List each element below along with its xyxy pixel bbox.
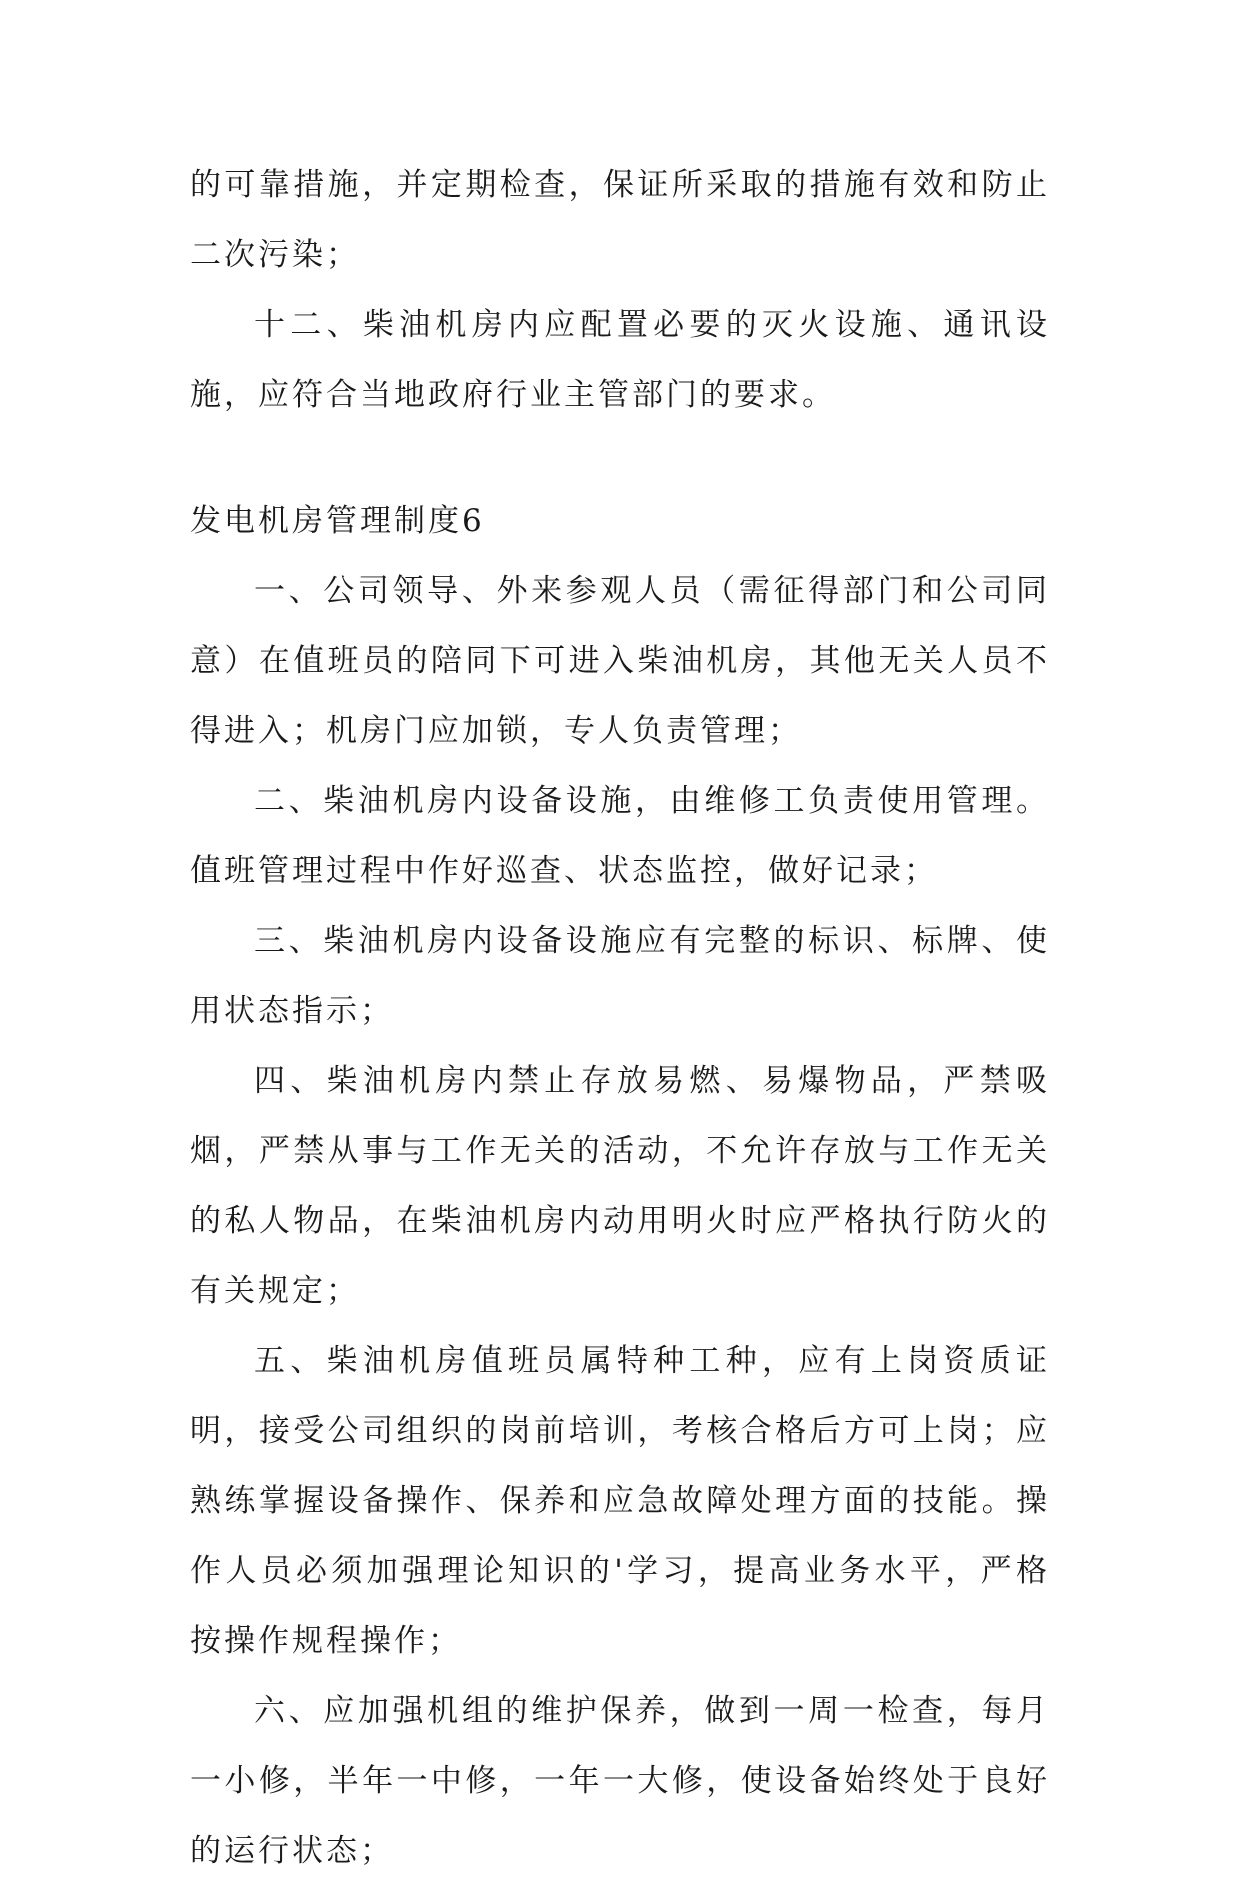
paragraph-item-1: 一、公司领导、外来参观人员（需征得部门和公司同意）在值班员的陪同下可进入柴油机房，其他无关人员不得进入；机房门应加锁，专人负责管理； — [190, 573, 1050, 749]
paragraph-item-5: 五、柴油机房值班员属特种工种，应有上岗资质证明，接受公司组织的岗前培训，考核合格后方可上岗；应熟练掌握设备操作、保养和应急故障处理方面的技能。操作人员必须加强理论知识的'学习，提高业务水平，严格按操作规程操作； — [190, 1343, 1050, 1659]
paragraph-item-3: 三、柴油机房内设备设施应有完整的标识、标牌、使用状态指示； — [190, 923, 1050, 1029]
paragraph-item-2: 二、柴油机房内设备设施，由维修工负责使用管理。值班管理过程中作好巡查、状态监控，做好记录； — [190, 783, 1050, 889]
paragraph-continued: 的可靠措施，并定期检查，保证所采取的措施有效和防止二次污染； — [190, 167, 1050, 273]
document-body — [190, 150, 1050, 1886]
paragraph-item-6: 六、应加强机组的维护保养，做到一周一检查，每月一小修，半年一中修，一年一大修，使设备始终处于良好的运行状态； — [190, 1693, 1050, 1869]
paragraph-item-12: 十二、柴油机房内应配置必要的灭火设施、通讯设施，应符合当地政府行业主管部门的要求。 — [190, 307, 1050, 413]
section-title: 发电机房管理制度6 — [190, 503, 485, 539]
paragraph-item-4: 四、柴油机房内禁止存放易燃、易爆物品，严禁吸烟，严禁从事与工作无关的活动，不允许存放与工作无关的私人物品，在柴油机房内动用明火时应严格执行防火的有关规定； — [190, 1063, 1050, 1309]
